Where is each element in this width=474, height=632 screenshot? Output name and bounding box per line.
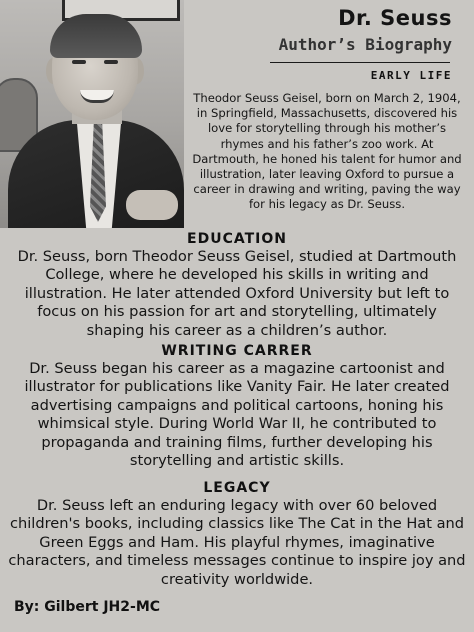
legacy-text: Dr. Seuss left an enduring legacy with over 60 beloved children's books, including classics like The Cat in the Hat and Green Eggs and Ham. His playful rhymes, imaginative characters, and timeless messages continue to inspire joy and creativity worldwide. xyxy=(8,497,466,588)
page-title: Dr. Seuss xyxy=(338,6,452,30)
writing-career-text: Dr. Seuss began his career as a magazine cartoonist and illustrator for publications like Vanity Fair. He later created advertising campaigns and political cartoons, honing his whimsical style. During World War II, he contributed to propaganda and training films, further developing his storytelling and artistic skills. xyxy=(24,360,450,470)
hand xyxy=(126,190,178,220)
early-life-text: Theodor Seuss Geisel, born on March 2, 1904, in Springfield, Massachusetts, discovered his love for storytelling through his mother’s rhymes and his father’s zoo work. At Dartmouth, he honed his talent for humor and illustration, later leaving Oxford to pursue a career in drawing and writing, paving the way for his legacy as Dr. Seuss. xyxy=(192,91,462,212)
legacy-section xyxy=(8,480,466,589)
right-eye xyxy=(104,60,118,64)
header-divider xyxy=(270,62,450,63)
education-heading: EDUCATION xyxy=(187,231,287,247)
author-byline: By: Gilbert JH2-MC xyxy=(14,599,161,615)
education-text: Dr. Seuss, born Theodor Seuss Geisel, studied at Dartmouth College, where he developed his skills in writing and illustration. He later attended Oxford University but left to focus on his passion for art and storytelling, ultimately shaping his career as a children’s author. xyxy=(17,248,457,339)
legacy-heading: LEGACY xyxy=(203,480,271,496)
author-portrait-photo xyxy=(0,0,184,228)
page-subtitle: Author’s Biography xyxy=(278,35,452,54)
left-eye xyxy=(72,60,86,64)
writing-career-heading: WRITING CARRER xyxy=(161,343,313,359)
early-life-heading: EARLY LIFE xyxy=(370,69,452,82)
education-section xyxy=(8,231,466,340)
writing-career-section xyxy=(8,343,466,470)
